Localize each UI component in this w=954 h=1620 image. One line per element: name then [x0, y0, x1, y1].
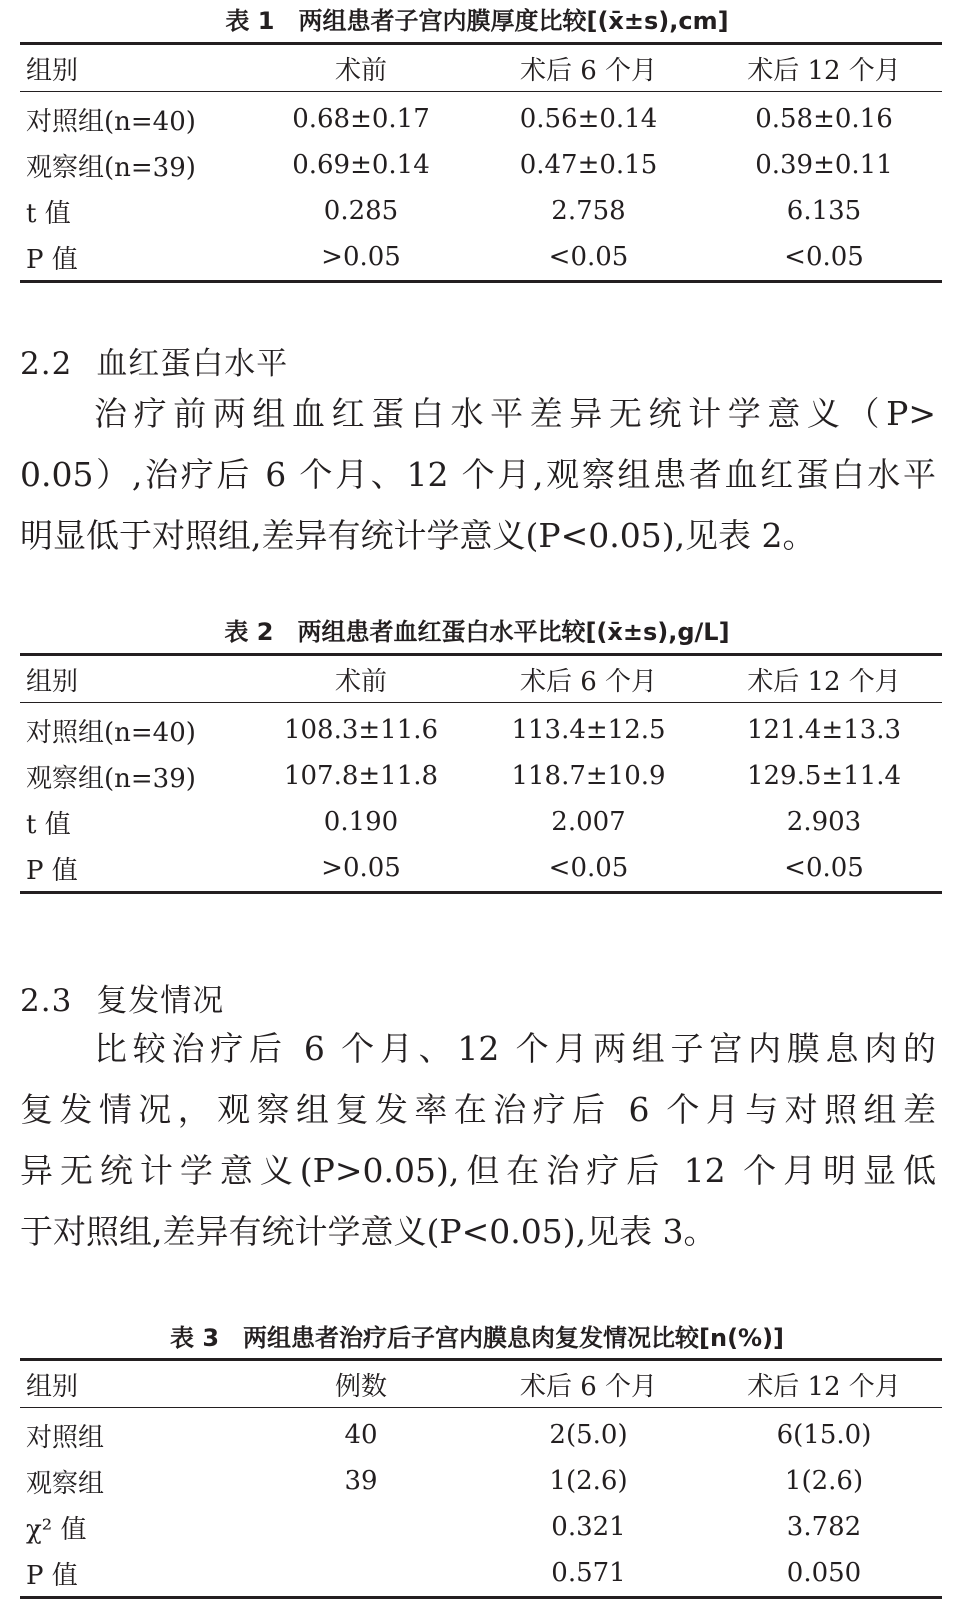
table-row: [20, 799, 942, 845]
table-cell: 对照组: [26, 1422, 105, 1453]
table-cell: 1(2.6): [549, 1466, 628, 1496]
table-cell: [251, 1550, 471, 1598]
table-row: [20, 1504, 942, 1550]
table-cell: 0.56±0.14: [519, 104, 658, 134]
column-header: 术前: [334, 55, 387, 86]
column-header: 术后 6 个月: [519, 666, 658, 697]
table-cell: 40: [344, 1420, 378, 1450]
table-header-row: [20, 44, 942, 92]
section-number: 2.3: [20, 983, 73, 1019]
column-header: 组别: [26, 666, 79, 697]
table-cell: 129.5±11.4: [746, 761, 902, 791]
table2: [20, 653, 942, 894]
table-cell: 6(15.0): [776, 1420, 872, 1450]
column-header: 组别: [26, 55, 79, 86]
column-header: 术后 6 个月: [519, 55, 658, 86]
column-header: 术后 12 个月: [747, 1371, 901, 1402]
table-cell: t 值: [26, 809, 71, 840]
table-cell: 对照组(n=40): [26, 106, 196, 137]
table-row: [20, 845, 942, 893]
table-cell: χ² 值: [26, 1514, 87, 1545]
table-cell: <0.05: [784, 242, 864, 272]
table-cell: 1(2.6): [784, 1466, 864, 1496]
table-cell: 118.7±10.9: [511, 761, 666, 791]
table-cell: 108.3±11.6: [283, 715, 439, 745]
table-cell: 0.58±0.16: [755, 104, 893, 134]
section-2-3-paragraph: [20, 1018, 936, 1262]
table-cell: 观察组(n=39): [26, 763, 196, 794]
table1-caption: 表 1 两组患者子宫内膜厚度比较[(x̄±s),cm]: [225, 7, 729, 35]
section-title: 复发情况: [96, 983, 225, 1019]
table-cell: 0.285: [323, 196, 399, 226]
paragraph-line: 明显低于对照组,差异有统计学意义(P<0.05),见表 2。: [20, 516, 816, 555]
column-header: 组别: [26, 1371, 79, 1402]
table-cell: P 值: [26, 1560, 78, 1591]
table-cell: <0.05: [548, 853, 629, 883]
section-2-2-heading: [20, 338, 288, 383]
paragraph-line: 比较治疗后 6 个月、12 个月两组子宫内膜息肉的: [94, 1029, 936, 1068]
table-cell: 0.571: [551, 1558, 626, 1588]
table-cell: 6.135: [786, 196, 862, 226]
table-cell: 113.4±12.5: [511, 715, 666, 745]
table-cell: 0.68±0.17: [292, 104, 430, 134]
table-cell: 0.321: [551, 1512, 626, 1542]
table-cell: t 值: [26, 198, 71, 229]
section-2-2-paragraph: [20, 383, 936, 566]
table-row: [20, 142, 942, 188]
table-cell: 2.758: [551, 196, 626, 226]
table-cell: 2.903: [786, 807, 862, 837]
table-cell: 观察组: [26, 1468, 105, 1499]
table-cell: 0.39±0.11: [755, 150, 893, 180]
table-cell: [251, 1504, 471, 1550]
table-row: [20, 92, 942, 143]
table3: [20, 1358, 942, 1599]
section-title: 血红蛋白水平: [96, 346, 289, 382]
table-header-row: [20, 655, 942, 703]
table-cell: 0.47±0.15: [519, 150, 658, 180]
paragraph-line: 复发情况，观察组复发率在治疗后 6 个月与对照组差: [20, 1090, 936, 1129]
table-cell: >0.05: [321, 242, 401, 272]
table-cell: 39: [344, 1466, 378, 1496]
paragraph-line: 于对照组,差异有统计学意义(P<0.05),见表 3。: [20, 1212, 717, 1251]
table-cell: <0.05: [784, 853, 864, 883]
column-header: 术后 12 个月: [747, 55, 901, 86]
table-row: [20, 753, 942, 799]
table2-caption: 表 2 两组患者血红蛋白水平比较[(x̄±s),g/L]: [224, 618, 730, 646]
table-cell: 3.782: [786, 1512, 862, 1542]
table-row: [20, 234, 942, 282]
section-2-3-heading: [20, 975, 224, 1020]
table-cell: >0.05: [321, 853, 401, 883]
column-header: 术后 6 个月: [519, 1371, 658, 1402]
table1: [20, 42, 942, 283]
table-cell: 2(5.0): [549, 1420, 628, 1450]
table-row: [20, 703, 942, 754]
table-cell: 0.69±0.14: [292, 150, 430, 180]
table-row: [20, 1550, 942, 1598]
table-row: [20, 1408, 942, 1459]
table-cell: 0.050: [786, 1558, 862, 1588]
table-header-row: [20, 1360, 942, 1408]
column-header: 例数: [334, 1371, 387, 1402]
table-cell: 107.8±11.8: [283, 761, 439, 791]
paragraph-line: 0.05）,治疗后 6 个月、12 个月,观察组患者血红蛋白水平: [20, 455, 936, 494]
table-cell: <0.05: [548, 242, 629, 272]
table-cell: 2.007: [551, 807, 626, 837]
table-cell: 121.4±13.3: [746, 715, 902, 745]
table-cell: 观察组(n=39): [26, 152, 196, 183]
table-row: [20, 188, 942, 234]
column-header: 术后 12 个月: [747, 666, 901, 697]
table3-caption: 表 3 两组患者治疗后子宫内膜息肉复发情况比较[n(%)]: [169, 1324, 785, 1352]
paragraph-line: 治疗前两组血红蛋白水平差异无统计学意义（P>: [94, 394, 936, 433]
table-cell: P 值: [26, 244, 78, 275]
section-number: 2.2: [20, 346, 73, 382]
table-cell: 对照组(n=40): [26, 717, 196, 748]
column-header: 术前: [334, 666, 387, 697]
table-cell: P 值: [26, 855, 78, 886]
table-row: [20, 1458, 942, 1504]
paragraph-line: 异无统计学意义(P>0.05),但在治疗后 12 个月明显低: [20, 1151, 936, 1190]
table-cell: 0.190: [323, 807, 399, 837]
